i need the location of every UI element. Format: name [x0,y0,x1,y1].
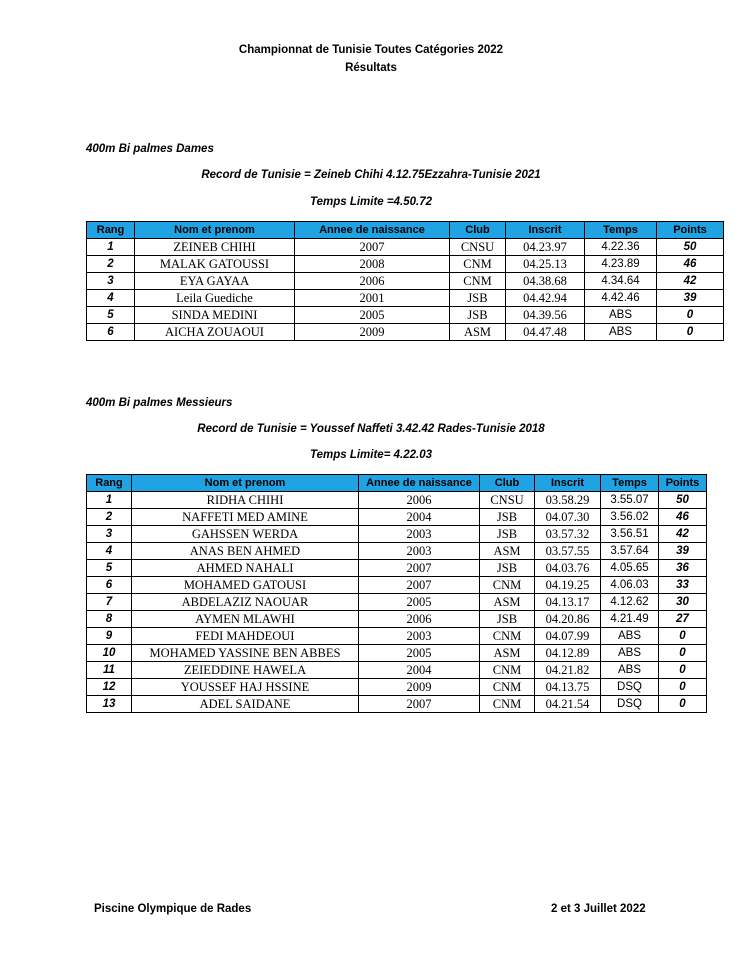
cell-rang: 2 [87,256,135,273]
cell-points: 46 [659,509,707,526]
table-row [87,256,724,273]
cell-club: JSB [450,290,506,307]
cell-name: ADEL SAIDANE [132,696,359,713]
cell-points: 0 [659,628,707,645]
cell-points: 33 [659,577,707,594]
cell-inscrit: 04.21.54 [535,696,601,713]
cell-points: 0 [659,662,707,679]
column-header-inscrit: Inscrit [535,475,601,492]
cell-name: ZEIEDDINE HAWELA [132,662,359,679]
cell-temps: ABS [601,662,659,679]
cell-inscrit: 04.25.13 [506,256,585,273]
column-header-points: Points [657,222,724,239]
table-row [87,679,707,696]
cell-temps: ABS [585,324,657,341]
cell-club: ASM [480,543,535,560]
cell-rang: 4 [87,543,132,560]
cell-club: ASM [450,324,506,341]
cell-inscrit: 04.03.76 [535,560,601,577]
cell-inscrit: 03.58.29 [535,492,601,509]
cell-points: 36 [659,560,707,577]
cell-inscrit: 04.20.86 [535,611,601,628]
cell-name: AHMED NAHALI [132,560,359,577]
cell-inscrit: 03.57.32 [535,526,601,543]
cell-birth-year: 2009 [359,679,480,696]
cell-rang: 4 [87,290,135,307]
document-title: Championnat de Tunisie Toutes Catégories 2022 [238,44,504,56]
column-header-temps: Temps [601,475,659,492]
column-header-name: Nom et prenom [135,222,295,239]
cell-temps: 3.56.51 [601,526,659,543]
cell-temps: ABS [601,628,659,645]
cell-points: 0 [657,307,724,324]
table-row [87,594,707,611]
table-row [87,290,724,307]
cell-birth-year: 2006 [295,273,450,290]
cell-inscrit: 04.21.82 [535,662,601,679]
cell-name: ZEINEB CHIHI [135,239,295,256]
cell-club: CNM [480,679,535,696]
cell-club: ASM [480,594,535,611]
cell-club: ASM [480,645,535,662]
cell-birth-year: 2005 [295,307,450,324]
cell-points: 30 [659,594,707,611]
column-header-rang: Rang [87,222,135,239]
cell-inscrit: 04.12.89 [535,645,601,662]
cell-inscrit: 03.57.55 [535,543,601,560]
cell-rang: 11 [87,662,132,679]
cell-birth-year: 2004 [359,662,480,679]
column-header-inscrit: Inscrit [506,222,585,239]
cell-inscrit: 04.42.94 [506,290,585,307]
cell-club: JSB [480,526,535,543]
cell-club: CNM [480,662,535,679]
cell-points: 46 [657,256,724,273]
cell-name: FEDI MAHDEOUI [132,628,359,645]
cell-birth-year: 2005 [359,594,480,611]
footer-date: 2 et 3 Juillet 2022 [551,903,646,915]
cell-points: 0 [657,324,724,341]
cell-inscrit: 04.39.56 [506,307,585,324]
cell-name: EYA GAYAA [135,273,295,290]
cell-temps: 4.42.46 [585,290,657,307]
cell-points: 0 [659,696,707,713]
table-row [87,560,707,577]
table-row [87,628,707,645]
cell-rang: 13 [87,696,132,713]
column-header-club: Club [450,222,506,239]
cell-temps: DSQ [601,679,659,696]
cell-birth-year: 2005 [359,645,480,662]
cell-birth-year: 2003 [359,526,480,543]
cell-rang: 1 [87,492,132,509]
table-row [87,273,724,290]
cell-birth-year: 2006 [359,611,480,628]
cell-temps: 4.06.03 [601,577,659,594]
cell-birth-year: 2003 [359,628,480,645]
table-row [87,526,707,543]
limit-dames: Temps Limite =4.50.72 [310,196,432,208]
cell-club: JSB [480,509,535,526]
limit-messieurs: Temps Limite= 4.22.03 [310,449,432,461]
cell-club: CNM [450,273,506,290]
cell-club: JSB [480,560,535,577]
cell-points: 39 [657,290,724,307]
cell-name: MOHAMED YASSINE BEN ABBES [132,645,359,662]
cell-inscrit: 04.38.68 [506,273,585,290]
cell-rang: 2 [87,509,132,526]
column-header-birth-year: Annee de naissance [295,222,450,239]
cell-rang: 6 [87,577,132,594]
table-row [87,543,707,560]
cell-name: AYMEN MLAWHI [132,611,359,628]
cell-name: MOHAMED GATOUSI [132,577,359,594]
record-messieurs: Record de Tunisie = Youssef Naffeti 3.42.42 Rades-Tunisie 2018 [197,423,545,435]
cell-name: SINDA MEDINI [135,307,295,324]
cell-temps: 4.21.49 [601,611,659,628]
cell-temps: ABS [585,307,657,324]
cell-temps: 3.56.02 [601,509,659,526]
footer-venue: Piscine Olympique de Rades [94,903,252,915]
cell-club: CNM [480,628,535,645]
cell-points: 0 [659,645,707,662]
cell-points: 50 [657,239,724,256]
table-row [87,307,724,324]
cell-temps: DSQ [601,696,659,713]
table-row [87,239,724,256]
cell-rang: 3 [87,526,132,543]
section-title-messieurs: 400m Bi palmes Messieurs [86,397,233,409]
cell-temps: 4.12.62 [601,594,659,611]
column-header-temps: Temps [585,222,657,239]
cell-points: 0 [659,679,707,696]
cell-birth-year: 2001 [295,290,450,307]
table-row [87,696,707,713]
cell-club: CNSU [480,492,535,509]
cell-rang: 5 [87,307,135,324]
cell-temps: 4.05.65 [601,560,659,577]
column-header-rang: Rang [87,475,132,492]
cell-birth-year: 2004 [359,509,480,526]
table-row [87,662,707,679]
table-row [87,645,707,662]
cell-inscrit: 04.07.30 [535,509,601,526]
cell-temps: 4.22.36 [585,239,657,256]
cell-club: CNM [450,256,506,273]
section-title-dames: 400m Bi palmes Dames [86,143,214,155]
cell-inscrit: 04.23.97 [506,239,585,256]
cell-points: 39 [659,543,707,560]
cell-inscrit: 04.47.48 [506,324,585,341]
cell-birth-year: 2007 [295,239,450,256]
table-row [87,492,707,509]
cell-birth-year: 2008 [295,256,450,273]
cell-inscrit: 04.13.17 [535,594,601,611]
cell-temps: 3.55.07 [601,492,659,509]
column-header-points: Points [659,475,707,492]
column-header-club: Club [480,475,535,492]
table-row [87,577,707,594]
results-table-dames [86,221,724,341]
cell-birth-year: 2007 [359,696,480,713]
table-row [87,611,707,628]
cell-name: ANAS BEN AHMED [132,543,359,560]
cell-inscrit: 04.13.75 [535,679,601,696]
cell-inscrit: 04.07.99 [535,628,601,645]
cell-inscrit: 04.19.25 [535,577,601,594]
cell-rang: 7 [87,594,132,611]
cell-club: JSB [450,307,506,324]
cell-points: 27 [659,611,707,628]
cell-temps: ABS [601,645,659,662]
cell-club: CNM [480,577,535,594]
cell-rang: 5 [87,560,132,577]
cell-name: NAFFETI MED AMINE [132,509,359,526]
cell-name: YOUSSEF HAJ HSSINE [132,679,359,696]
cell-club: CNM [480,696,535,713]
cell-rang: 12 [87,679,132,696]
cell-rang: 8 [87,611,132,628]
cell-birth-year: 2009 [295,324,450,341]
cell-name: GAHSSEN WERDA [132,526,359,543]
document-subtitle: Résultats [345,62,397,74]
cell-temps: 4.23.89 [585,256,657,273]
column-header-name: Nom et prenom [132,475,359,492]
table-header-row [87,475,707,492]
cell-points: 42 [657,273,724,290]
record-dames: Record de Tunisie = Zeineb Chihi 4.12.75Ezzahra-Tunisie 2021 [201,169,541,181]
cell-temps: 3.57.64 [601,543,659,560]
cell-name: ABDELAZIZ NAOUAR [132,594,359,611]
cell-rang: 10 [87,645,132,662]
cell-name: Leila Guediche [135,290,295,307]
cell-points: 50 [659,492,707,509]
table-row [87,509,707,526]
table-header-row [87,222,724,239]
cell-birth-year: 2007 [359,560,480,577]
cell-rang: 1 [87,239,135,256]
cell-rang: 6 [87,324,135,341]
table-row [87,324,724,341]
cell-name: MALAK GATOUSSI [135,256,295,273]
results-table-messieurs [86,474,707,713]
cell-birth-year: 2006 [359,492,480,509]
cell-rang: 3 [87,273,135,290]
cell-rang: 9 [87,628,132,645]
column-header-birth-year: Annee de naissance [359,475,480,492]
cell-birth-year: 2007 [359,577,480,594]
cell-name: RIDHA CHIHI [132,492,359,509]
cell-club: JSB [480,611,535,628]
cell-temps: 4.34.64 [585,273,657,290]
cell-points: 42 [659,526,707,543]
cell-name: AICHA ZOUAOUI [135,324,295,341]
cell-birth-year: 2003 [359,543,480,560]
cell-club: CNSU [450,239,506,256]
